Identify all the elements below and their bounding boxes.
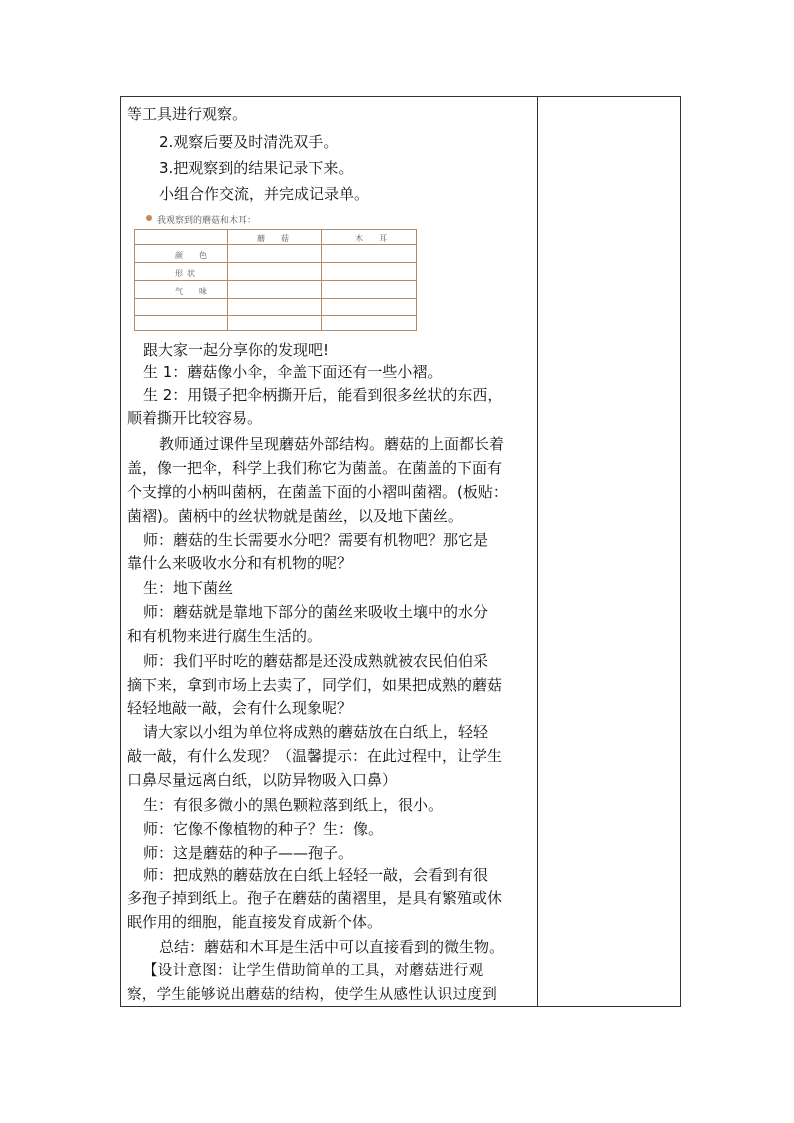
figure-caption: 我观察到的蘑菇和木耳：: [157, 216, 257, 226]
text-line: 师：这是蘑菇的种子——孢子。: [143, 844, 354, 862]
text-line: 师：蘑菇的生长需要水分吧？需要有机物吧？那它是: [143, 531, 489, 549]
text-line: 菌褶)。菌柄中的丝状物就是菌丝，以及地下菌丝。: [127, 507, 463, 525]
text-line: 靠什么来吸收水分和有机物的呢？: [127, 554, 353, 572]
text-line: 摘下来，拿到市场上去卖了，同学们，如果把成熟的蘑菇: [127, 676, 503, 694]
text-line: 跟大家一起分享你的发现吧!: [143, 341, 330, 359]
text-line: 师：它像不像植物的种子？生：像。: [143, 820, 384, 838]
column-divider: [537, 96, 538, 1007]
text-line: 轻轻地敲一敲，会有什么现象呢？: [127, 699, 353, 717]
text-line: 请大家以小组为单位将成熟的蘑菇放在白纸上，轻轻: [143, 723, 489, 741]
table-header: 蘑 菇: [257, 234, 293, 243]
table-row-label: 气 味: [175, 287, 211, 296]
text-line: 盖，像一把伞，科学上我们称它为菌盖。在菌盖的下面有: [127, 459, 503, 477]
text-line: 和有机物来进行腐生生活的。: [127, 627, 323, 645]
table-row-label: 形状: [175, 269, 199, 278]
table-row-label: 颜 色: [175, 251, 211, 260]
text-line: 等工具进行观察。: [127, 105, 248, 123]
text-line: 生 2：用镊子把伞柄撕开后，能看到很多丝状的东西，: [143, 386, 503, 404]
table-header: 木 耳: [355, 234, 391, 243]
bullet-dot-icon: [146, 215, 152, 221]
text-line: 生：地下菌丝: [143, 579, 234, 597]
record-sheet-table: [134, 229, 417, 331]
text-line: 多孢子掉到纸上。孢子在蘑菇的菌褶里，是具有繁殖或休: [127, 889, 503, 907]
text-line: 口鼻尽量远离白纸，以防异物吸入口鼻）: [127, 771, 398, 789]
text-line: 生 1：蘑菇像小伞，伞盖下面还有一些小褶。: [143, 363, 443, 381]
text-line: 小组合作交流，并完成记录单。: [159, 185, 370, 203]
text-line: 总结：蘑菇和木耳是生活中可以直接看到的微生物。: [159, 938, 505, 956]
text-line: 3.把观察到的结果记录下来。: [159, 159, 354, 177]
text-line: 个支撑的小柄叫菌柄，在菌盖下面的小褶叫菌褶。(板贴：: [127, 483, 508, 501]
text-line: 师：我们平时吃的蘑菇都是还没成熟就被农民伯伯采: [143, 652, 489, 670]
design-intent-line: 【设计意图：让学生借助简单的工具，对蘑菇进行观: [143, 963, 484, 979]
design-intent-line: 察，学生能够说出蘑菇的结构，使学生从感性认识过度到: [127, 987, 497, 1003]
text-line: 师：蘑菇就是靠地下部分的菌丝来吸收土壤中的水分: [143, 603, 489, 621]
text-line: 2.观察后要及时清洗双手。: [159, 133, 339, 151]
text-line: 敲一敲，有什么发现？（温馨提示：在此过程中，让学生: [127, 747, 503, 765]
text-line: 教师通过课件呈现蘑菇外部结构。蘑菇的上面都长着: [159, 435, 505, 453]
text-line: 师：把成熟的蘑菇放在白纸上轻轻一敲，会看到有很: [143, 866, 489, 884]
text-line: 生：有很多微小的黑色颗粒落到纸上，很小。: [143, 796, 444, 814]
text-line: 眠作用的细胞，能直接发育成新个体。: [127, 913, 383, 931]
text-line: 顺着撕开比较容易。: [127, 409, 263, 427]
